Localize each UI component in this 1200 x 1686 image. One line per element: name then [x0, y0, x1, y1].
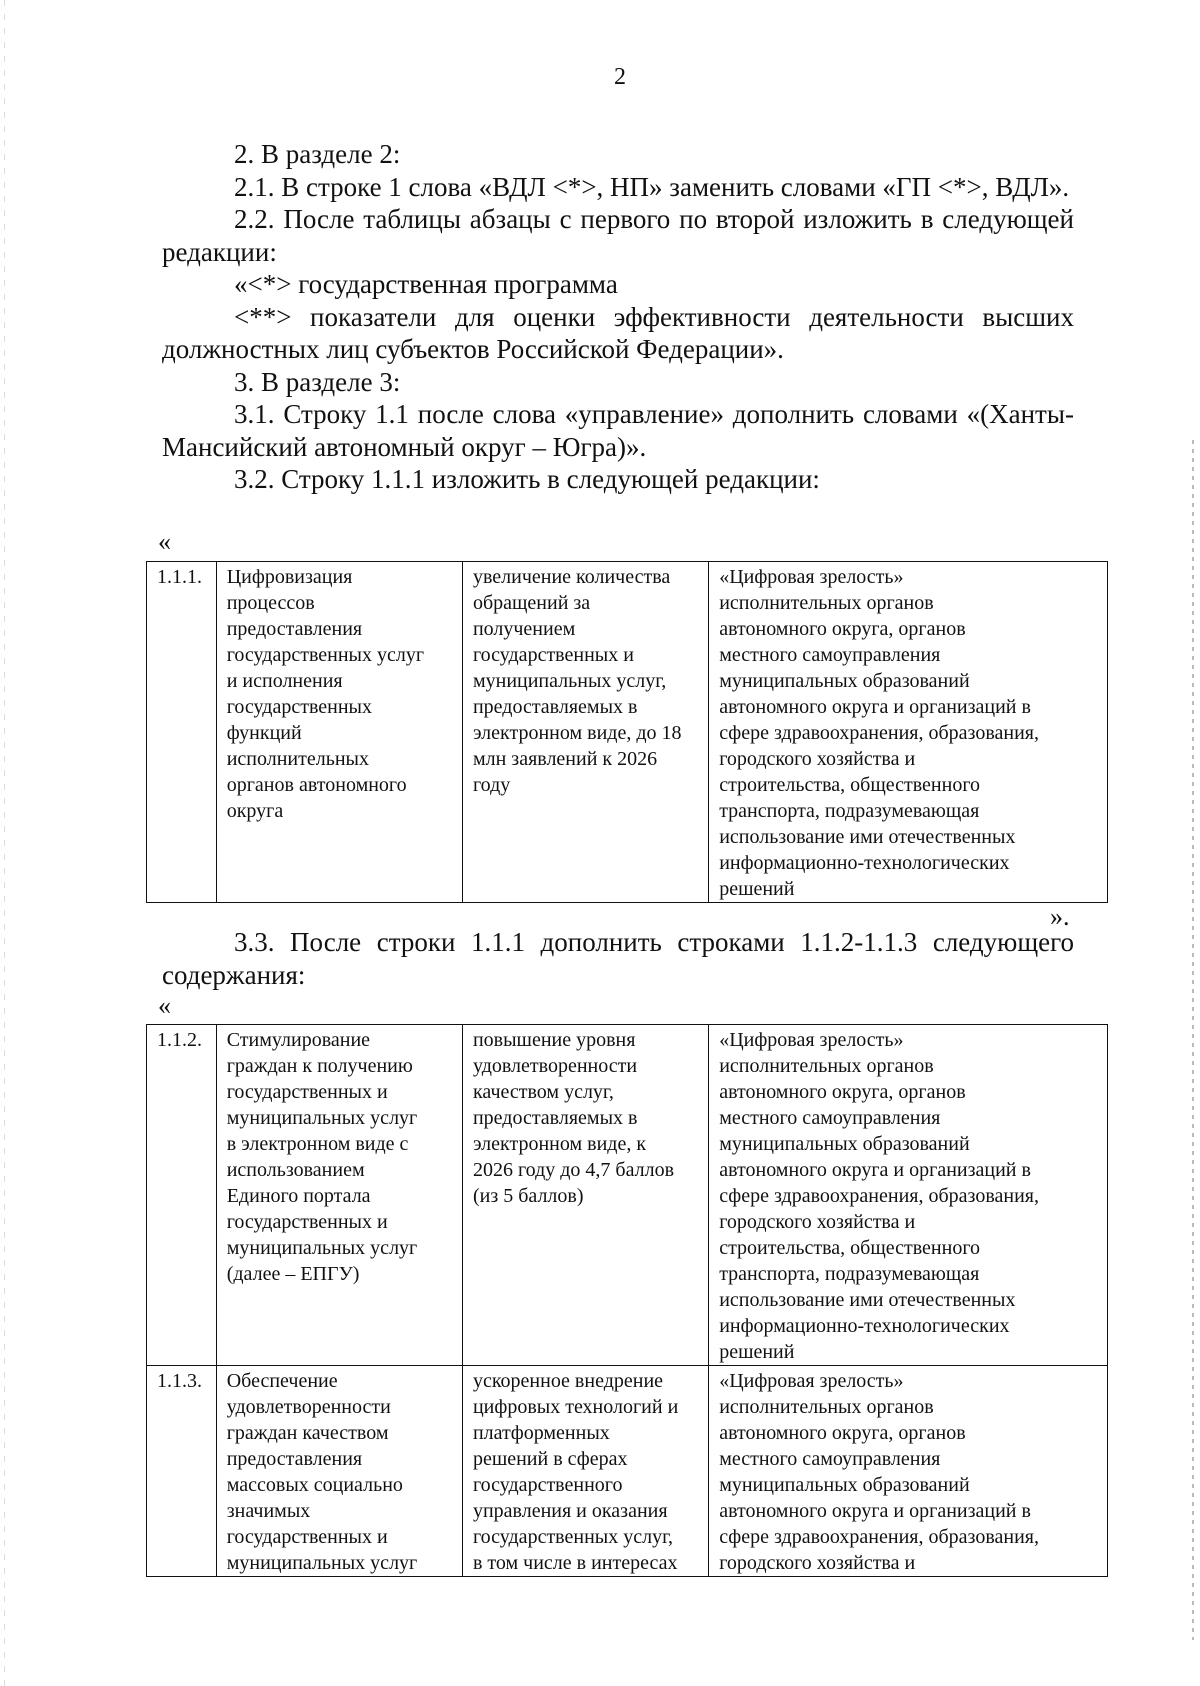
cell-number: 1.1.2.: [147, 1025, 217, 1366]
table-rows-1-1-2-1-1-3: [146, 1024, 1108, 1577]
paragraph-3-1: 3.1. Строку 1.1 после слова «управление» дополнить словами «(Ханты-Мансийский автономный округ – Югра)».: [162, 399, 1074, 462]
table-row: [147, 562, 1108, 903]
cell-task: Стимулирование граждан к получению государственных и муниципальных услуг в электронном виде с использованием Единого портала государственных и муниципальных услуг (далее – ЕПГУ): [216, 1025, 462, 1366]
quote-open: «: [158, 991, 171, 1020]
paragraph-2-2: 2.2. После таблицы абзацы с первого по второй изложить в следующей редакции:: [162, 204, 1074, 267]
paragraph-2-1: 2.1. В строке 1 слова «ВДЛ <*>, НП» заменить словами «ГП <*>, ВДЛ».: [234, 171, 1070, 202]
paragraph-section-3: 3. В разделе 3:: [234, 366, 401, 397]
cell-link: «Цифровая зрелость» исполнительных органов автономного округа, органов местного самоуправления муниципальных образований автономного округа и организаций в сфере здравоохранения, образования, городского хозяйства и строительства, общественного транспорта, подразумевающая использование ими отечественных информационно-технологических решений: [709, 562, 1108, 903]
page-number: 2: [614, 64, 626, 90]
cell-result: увеличение количества обращений за получением государственных и муниципальных услуг, предоставляемых в электронном виде, до 18 млн заявлений к 2026 году: [462, 562, 708, 903]
quote-open: «: [158, 527, 171, 556]
quote-close: ».: [1050, 902, 1070, 931]
document-body: [162, 138, 1074, 496]
table-row: [147, 1025, 1108, 1366]
cell-link: «Цифровая зрелость» исполнительных органов автономного округа, органов местного самоуправления муниципальных образований автономного округа и организаций в сфере здравоохранения, образования, городского хозяйства и: [709, 1366, 1108, 1577]
cell-number: 1.1.3.: [147, 1366, 217, 1577]
cell-link: «Цифровая зрелость» исполнительных органов автономного округа, органов местного самоуправления муниципальных образований автономного округа и организаций в сфере здравоохранения, образования, городского хозяйства и строительства, общественного транспорта, подразумевающая использование ими отечественных информационно-технологических решений: [709, 1025, 1108, 1366]
cell-number: 1.1.1.: [147, 562, 217, 903]
scan-edge-left: [4, 0, 5, 1686]
scan-edge-right: [1192, 440, 1194, 1640]
paragraph-3-2: 3.2. Строку 1.1.1 изложить в следующей редакции:: [234, 464, 820, 494]
cell-result: повышение уровня удовлетворенности качеством услуг, предоставляемых в электронном виде, к 2026 году до 4,7 баллов (из 5 баллов): [462, 1025, 708, 1366]
cell-task: Цифровизация процессов предоставления государственных услуг и исполнения государственных функций исполнительных органов автономного округа: [216, 562, 462, 903]
paragraph-footnote-1: «<*> государственная программа: [234, 269, 618, 299]
paragraph-3-3-block: [162, 926, 1074, 991]
cell-task: Обеспечение удовлетворенности граждан качеством предоставления массовых социально значимых государственных и муниципальных услуг: [216, 1366, 462, 1577]
table-row: [147, 1366, 1108, 1577]
table-row-1-1-1: [146, 561, 1108, 903]
paragraph-3-3: 3.3. После строки 1.1.1 дополнить строками 1.1.2-1.1.3 следующего содержания:: [162, 927, 1074, 990]
cell-result: ускоренное внедрение цифровых технологий и платформенных решений в сферах государственного управления и оказания государственных услуг, в том числе в интересах: [462, 1366, 708, 1577]
paragraph-footnote-2: <**> показатели для оценки эффективности деятельности высших должностных лиц субъектов Российской Федерации».: [162, 301, 1074, 364]
paragraph-section-2: 2. В разделе 2:: [234, 139, 401, 169]
